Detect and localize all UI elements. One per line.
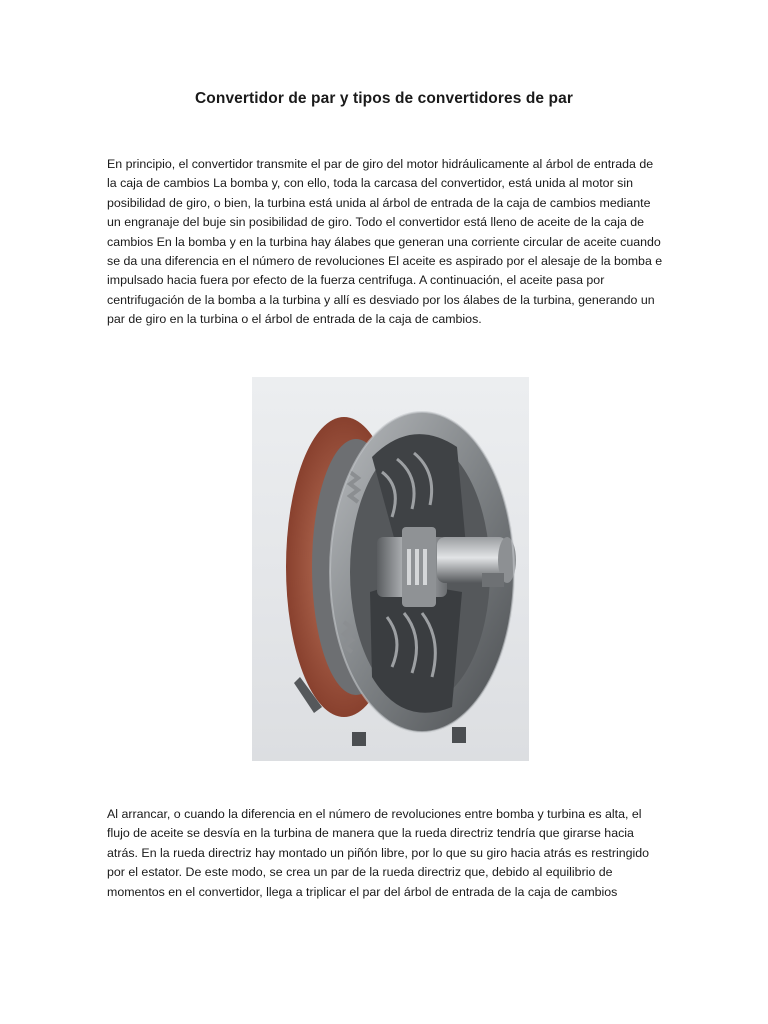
paragraph-startup: Al arrancar, o cuando la diferencia en el número de revoluciones entre bomba y turbina es alta, el flujo de aceite se desvía en la turbina de manera que la rueda directriz tendría que girarse hacia atrás. En la rueda directriz hay montado un piñón libre, por lo que su giro hacia atrás es restringido por el estator. De este modo, se crea un par de la rueda directriz que, debido al equilibrio de momentos en el convertidor, llega a triplicar el par del árbol de entrada de la caja de cambios [107,807,650,899]
torque-converter-cutaway-icon [252,377,529,761]
page-title: Convertidor de par y tipos de convertidores de par [195,90,573,107]
torque-converter-image [252,377,529,761]
paragraph-intro: En principio, el convertidor transmite el par de giro del motor hidráulicamente al árbol de entrada de la caja de cambios La bomba y, con ello, toda la carcasa del convertidor, está unida al motor sin posibilidad de giro, o bien, la turbina está unida al árbol de entrada de la caja de cambios mediante un engranaje del buje sin posibilidad de giro. Todo el convertidor está lleno de aceite de la caja de cambios En la bomba y en la turbina hay álabes que generan una corriente circular de aceite cuando se da una diferencia en el número de revoluciones El aceite es aspirado por el alesaje de la bomba e impulsado hacia fuera por efecto de la fuerza centrifuga. A continuación, el aceite pasa por centrifugación de la bomba a la turbina y allí es desviado por los álabes de la turbina, generando un par de giro en la turbina o el árbol de entrada de la caja de cambios. [107,157,663,327]
